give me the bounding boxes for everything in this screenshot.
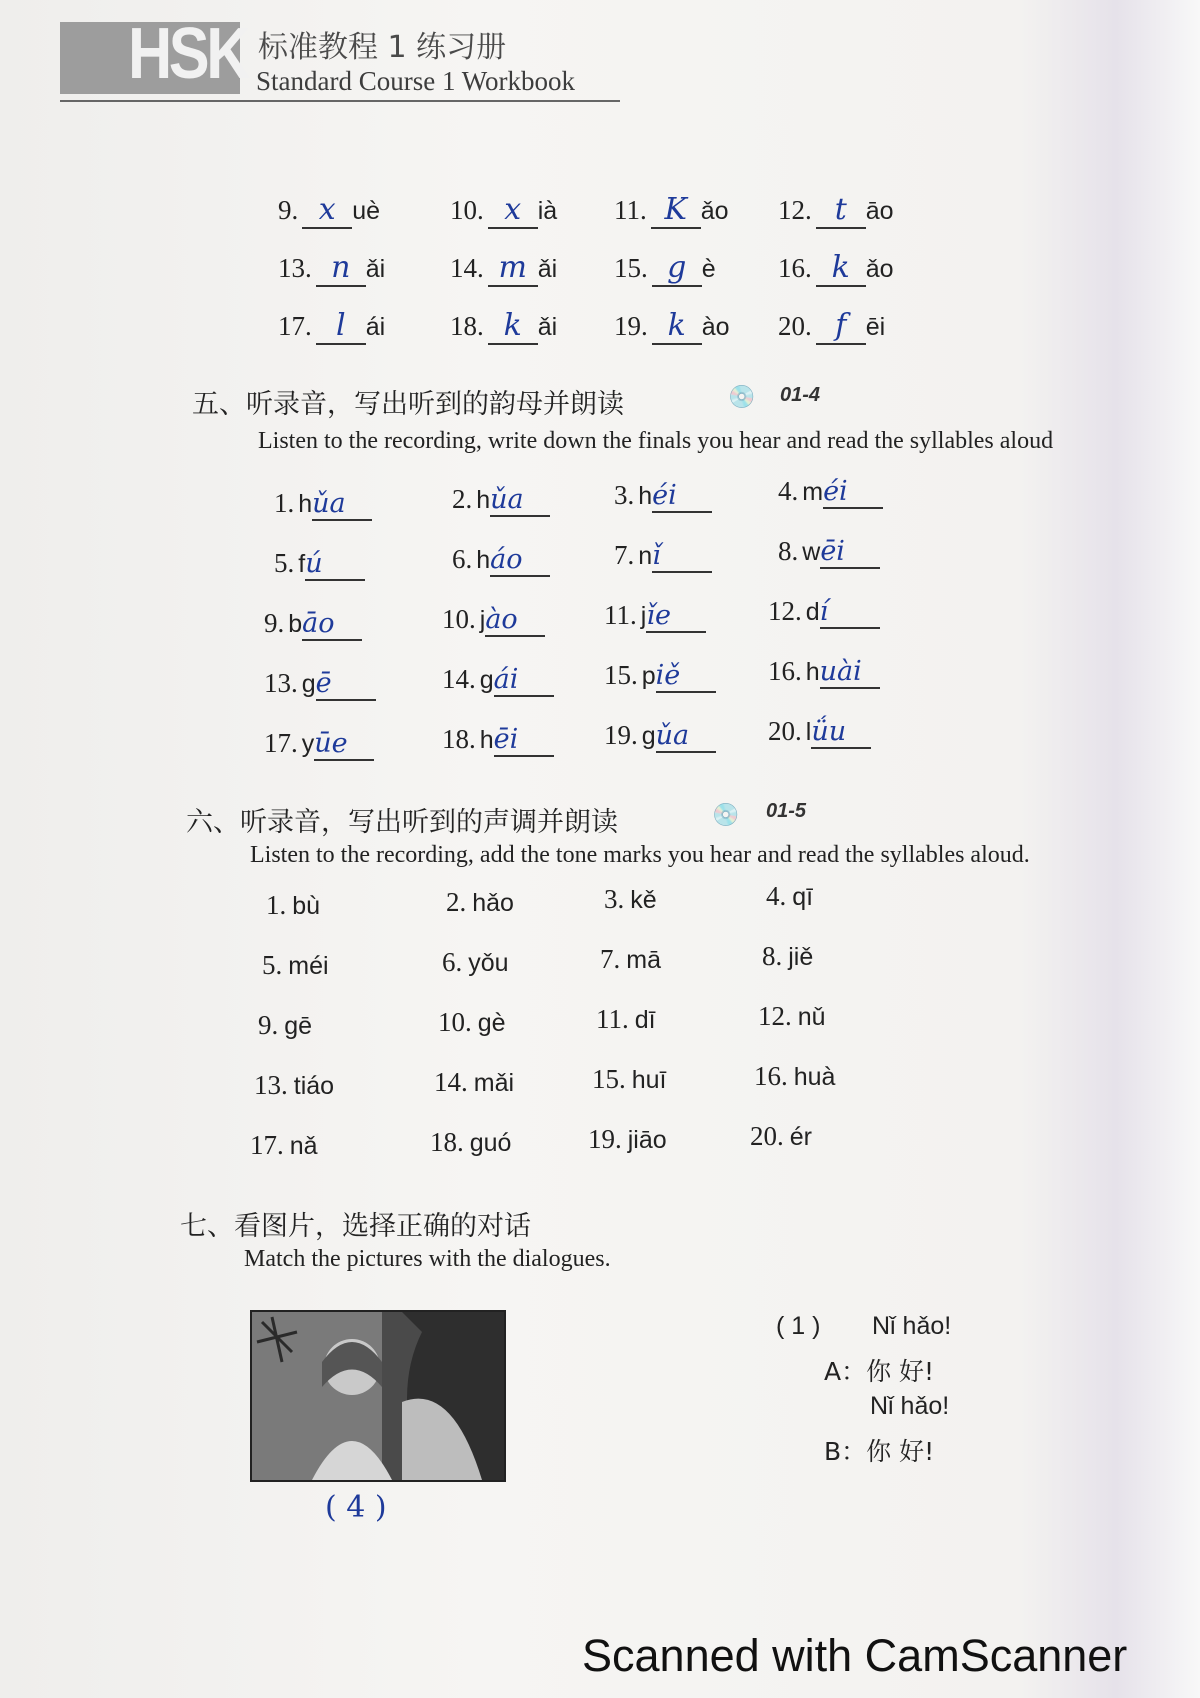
item-number: 3. [604,884,625,914]
exercise-item [278,308,385,345]
item-number: 16. [768,656,802,686]
exercise-item [438,1007,506,1038]
handwritten-answer: k [488,308,538,345]
item-number: 2. [446,887,467,917]
exercise-item [614,192,729,229]
exercise-item [250,1130,318,1161]
exercise-item [766,881,813,912]
toned-syllable: nǔ [797,1003,826,1031]
syllable-final: ǎi [537,255,558,283]
item-number: 13. [264,668,298,698]
exercise-item [274,488,372,521]
item-number: 20. [750,1121,784,1151]
toned-syllable: gē [284,1012,313,1040]
syllable-final: ǎi [365,255,386,283]
exercise-item [778,476,883,509]
exercise-item [596,1004,656,1035]
toned-syllable: kě [630,886,657,914]
exercise-item [750,1121,812,1152]
toned-syllable: yǒu [468,949,509,977]
item-number: 10. [450,195,484,225]
exercise-item [434,1067,514,1098]
exercise-item [614,250,716,287]
syllable-initial: n [638,542,653,570]
item-number: 9. [264,608,285,638]
exercise-item [778,536,880,569]
section7-title-cn: 七、看图片，选择正确的对话 [180,1211,531,1242]
handwritten-answer: x [302,192,352,229]
syllable-initial: y [301,730,315,758]
toned-syllable: huī [631,1066,667,1094]
toned-syllable: qī [792,883,814,911]
item-number: 4. [766,881,787,911]
exercise-item [768,596,880,629]
exercise-item [604,600,706,633]
header-title-en: Standard Course 1 Workbook [256,66,576,96]
item-number: 13. [278,253,312,283]
section7-title-en: Match the pictures with the dialogues. [244,1246,611,1272]
exercise-item [614,480,712,513]
item-number: 13. [254,1070,288,1100]
exercise-item [614,540,712,573]
toned-syllable: ér [789,1123,812,1151]
toned-syllable: nǎ [289,1132,318,1160]
toned-syllable: tiáo [293,1072,335,1100]
handwritten-answer: ūe [314,728,374,761]
syllable-initial: j [640,602,647,630]
item-number: 8. [778,536,799,566]
exercise-item [264,668,376,701]
toned-syllable: méi [288,952,329,980]
handwritten-answer: k [816,250,866,287]
section6-title-en: Listen to the recording, add the tone marks you hear and read the syllables aloud. [250,842,1030,868]
section6-title-cn: 六、听录音，写出听到的声调并朗读 [186,807,618,838]
item-number: 19. [614,311,648,341]
item-number: 20. [778,311,812,341]
handwritten-answer: ǔa [490,484,550,517]
handwritten-answer: uài [820,656,880,689]
handwritten-answer: g [652,250,702,287]
syllable-initial: h [479,726,494,754]
toned-syllable: guó [469,1129,512,1157]
item-number: 11. [596,1004,629,1034]
exercise-item [430,1127,511,1158]
item-number: 4. [778,476,799,506]
handwritten-answer: x [488,192,538,229]
item-number: 16. [754,1061,788,1091]
syllable-initial: g [301,670,316,698]
exercise-item [768,656,880,689]
handwritten-answer: éi [652,480,712,513]
item-number: 3. [614,480,635,510]
item-number: 2. [452,484,473,514]
exercise-item [258,1010,312,1041]
handwritten-answer: āo [302,608,362,641]
exercise-item [768,716,871,749]
dialogue-a: A：你 好! [824,1357,935,1386]
exercise-item [264,608,362,641]
exercise-item [754,1061,835,1092]
syllable-initial: l [805,718,812,746]
syllable-final: ǎi [537,313,558,341]
handwritten-answer: áo [490,544,550,577]
handwritten-answer: éi [823,476,883,509]
item-number: 18. [450,311,484,341]
toned-syllable: jiě [788,943,814,971]
item-number: 1. [266,890,287,920]
handwritten-answer: ē [316,668,376,701]
dialogue-line2-pinyin: Nǐ hǎo! [870,1392,950,1420]
syllable-initial: f [298,550,306,578]
item-number: 12. [778,195,812,225]
item-number: 20. [768,716,802,746]
dialogue-number: ( 1 ) [776,1312,821,1340]
handwritten-answer: ǔa [656,720,716,753]
toned-syllable: dī [634,1006,656,1034]
handwritten-answer: ēi [820,536,880,569]
camscanner-watermark: Scanned with CamScanner [582,1630,1128,1681]
exercise-item [278,192,380,229]
item-number: 18. [442,724,476,754]
exercise-item [600,944,661,975]
exercise-item [758,1001,826,1032]
syllable-initial: h [805,658,820,686]
syllable-final: ǎo [865,255,894,283]
handwritten-answer: ǐe [646,600,706,633]
toned-syllable: mǎi [473,1069,515,1097]
item-number: 9. [258,1010,279,1040]
item-number: 15. [604,660,638,690]
exercise-item [442,604,545,637]
toned-syllable: mā [626,946,661,974]
item-number: 16. [778,253,812,283]
handwritten-answer: í [820,596,880,629]
item-number: 17. [250,1130,284,1160]
syllable-initial: g [479,666,494,694]
handwritten-answer: ǐ [652,540,712,573]
item-number: 19. [604,720,638,750]
exercise-item [442,947,509,978]
exercise-item [778,250,894,287]
cd-icon: 💿 [712,802,740,827]
picture-answer: ( 4 ) [325,1490,387,1525]
syllable-initial: h [638,482,653,510]
item-number: 1. [274,488,295,518]
handwritten-answer: ái [494,664,554,697]
syllable-final: ēi [865,313,886,341]
toned-syllable: bù [292,892,321,920]
item-number: 17. [278,311,312,341]
item-number: 14. [434,1067,468,1097]
dialogue-photo [250,1310,506,1482]
exercise-item [442,664,554,697]
exercise-item [274,548,365,581]
handwritten-answer: iě [656,660,716,693]
handwritten-answer: ào [485,604,545,637]
syllable-initial: j [479,606,486,634]
item-number: 11. [614,195,647,225]
item-number: 7. [614,540,635,570]
item-number: 14. [450,253,484,283]
item-number: 17. [264,728,298,758]
exercise-item [604,660,716,693]
exercise-item [604,720,716,753]
exercise-item [266,890,320,921]
exercise-item [278,250,385,287]
exercise-item [778,308,885,345]
exercise-item [264,728,374,761]
item-number: 12. [758,1001,792,1031]
handwritten-answer: ǘu [811,716,871,749]
exercise-item [588,1124,667,1155]
dialogue-b: B：你 好! [824,1437,935,1466]
exercise-item [778,192,894,229]
syllable-initial: g [641,722,656,750]
header-rule [60,100,620,102]
handwritten-answer: f [816,308,866,345]
item-number: 12. [768,596,802,626]
exercise-item [262,950,329,981]
header-title-cn: 标准教程 1 练习册 [258,30,507,65]
section5-title-en: Listen to the recording, write down the finals you hear and read the syllables aloud [258,428,1054,454]
section6-audio-label: 01-5 [766,800,807,822]
handwritten-answer: K [651,192,701,229]
syllable-initial: b [288,610,303,638]
exercise-item [604,884,657,915]
syllable-initial: h [298,490,313,518]
toned-syllable: gè [477,1009,506,1037]
syllable-initial: m [802,478,824,506]
handwritten-answer: ǔa [312,488,372,521]
handwritten-answer: n [316,250,366,287]
item-number: 9. [278,195,299,225]
syllable-initial: p [641,662,656,690]
syllable-initial: d [805,598,820,626]
exercise-item [450,192,557,229]
syllable-final: ǎo [700,197,729,225]
toned-syllable: jiāo [627,1126,667,1154]
item-number: 10. [438,1007,472,1037]
exercise-item [452,544,550,577]
hsk-logo: HSK [128,14,248,94]
syllable-initial: w [802,538,821,566]
handwritten-answer: m [488,250,538,287]
exercise-item [762,941,813,972]
syllable-initial: h [476,486,491,514]
item-number: 5. [274,548,295,578]
handwritten-answer: ēi [494,724,554,757]
exercise-item [452,484,550,517]
exercise-item [450,250,557,287]
exercise-item [446,887,514,918]
syllable-final: è [701,255,716,283]
syllable-initial: h [476,546,491,574]
handwritten-answer: k [652,308,702,345]
item-number: 15. [614,253,648,283]
syllable-final: ào [701,313,730,341]
handwritten-answer: t [816,192,866,229]
section5-title-cn: 五、听录音，写出听到的韵母并朗读 [192,389,624,420]
syllable-final: ái [365,313,386,341]
item-number: 5. [262,950,283,980]
item-number: 10. [442,604,476,634]
item-number: 19. [588,1124,622,1154]
item-number: 18. [430,1127,464,1157]
item-number: 6. [442,947,463,977]
exercise-item [592,1064,667,1095]
handwritten-answer: l [316,308,366,345]
syllable-final: ià [537,197,558,225]
exercise-item [614,308,730,345]
syllable-final: uè [352,197,381,225]
item-number: 14. [442,664,476,694]
handwritten-answer: ú [305,548,365,581]
cd-icon: 💿 [728,384,756,409]
item-number: 8. [762,941,783,971]
exercise-item [442,724,554,757]
section5-audio-label: 01-4 [780,384,821,406]
item-number: 15. [592,1064,626,1094]
toned-syllable: hǎo [472,889,514,917]
syllable-final: āo [865,197,894,225]
item-number: 11. [604,600,637,630]
item-number: 7. [600,944,621,974]
toned-syllable: huà [793,1063,836,1091]
exercise-item [450,308,557,345]
dialogue-line1-pinyin: Nǐ hǎo! [872,1312,952,1340]
item-number: 6. [452,544,473,574]
exercise-item [254,1070,334,1101]
